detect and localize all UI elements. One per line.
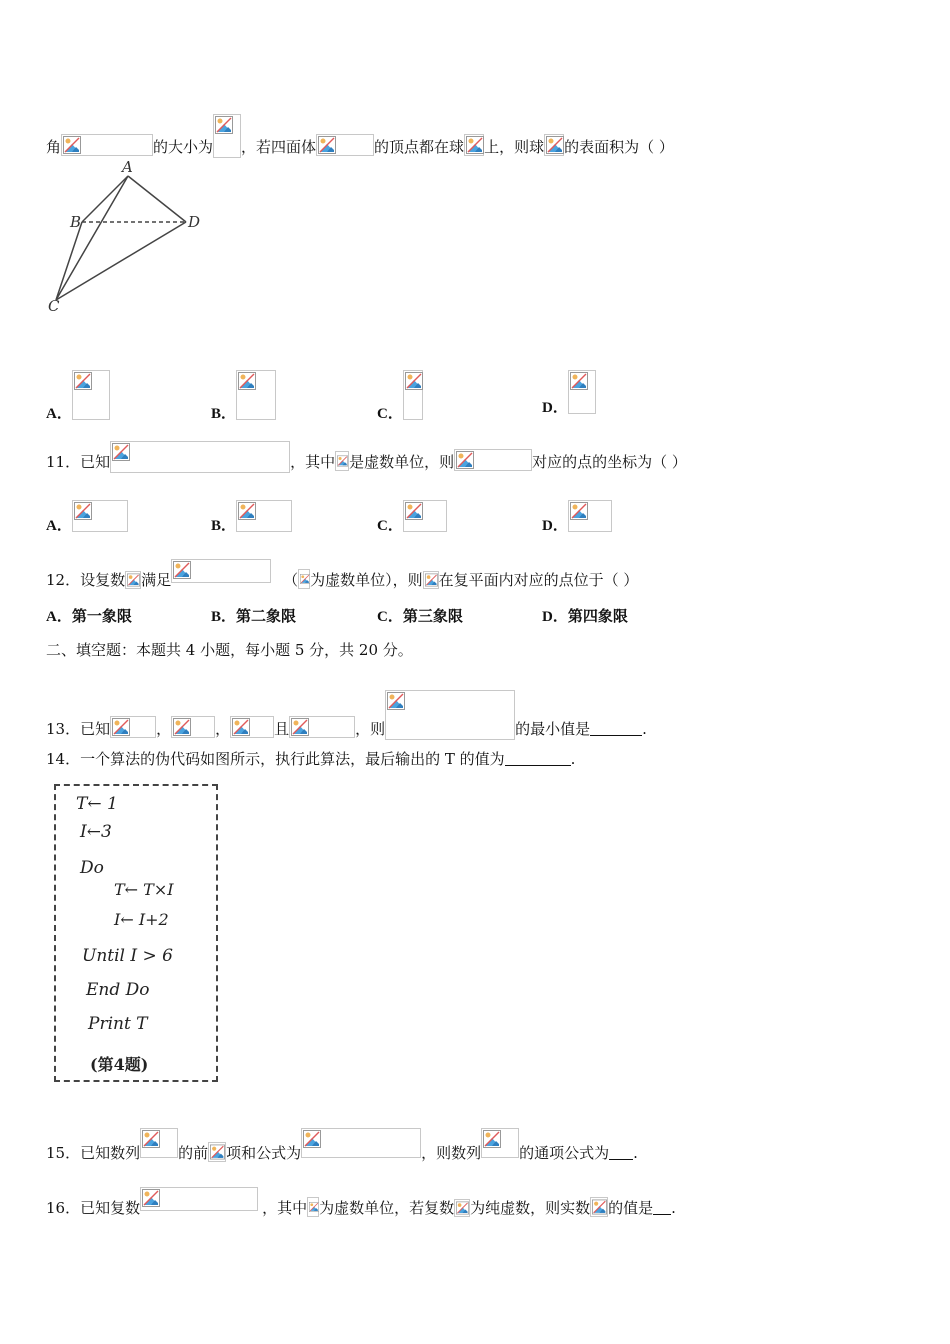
broken-image-icon: [456, 1201, 469, 1215]
formula-image: [72, 370, 110, 420]
vertex-label-d: D: [188, 213, 201, 231]
formula-image: [481, 1128, 519, 1158]
broken-image-icon: [112, 443, 130, 461]
q11-stem: 11．已知 ，其中 是虚数单位，则 对应的点的坐标为（ ）: [46, 441, 687, 473]
q10-option-b[interactable]: B．: [211, 370, 276, 424]
tetrahedron-figure: [44, 156, 214, 316]
formula-image: [171, 716, 215, 738]
code-line: End Do: [86, 980, 150, 1000]
code-line: T← T×I: [114, 880, 174, 899]
vertex-label-c: C: [48, 297, 60, 315]
q11-option-a[interactable]: A．: [46, 500, 128, 536]
code-line: Until I > 6: [82, 946, 173, 966]
formula-image: [298, 569, 310, 589]
edge-ac: [56, 176, 128, 300]
broken-image-icon: [570, 372, 588, 390]
edge-ad: [128, 176, 186, 222]
formula-image: [140, 1187, 258, 1211]
code-line: Do: [80, 858, 104, 878]
broken-image-icon: [337, 453, 348, 469]
broken-image-icon: [74, 372, 92, 390]
q12-option-c[interactable]: C．第三象限: [377, 609, 463, 625]
code-line: T← 1: [76, 794, 118, 814]
formula-image: [110, 441, 290, 473]
broken-image-icon: [592, 1199, 607, 1215]
code-line: Print T: [88, 1014, 148, 1034]
q16-stem: 16．已知复数 ，其中 为虚数单位，若复数 为纯虚数，则实数 的值是 .: [46, 1187, 676, 1218]
formula-image: [208, 1142, 226, 1162]
code-line: I← I+2: [114, 910, 169, 929]
broken-image-icon: [387, 692, 405, 710]
broken-image-icon: [303, 1130, 321, 1148]
formula-image: [140, 1128, 178, 1158]
broken-image-icon: [210, 1144, 225, 1160]
broken-image-icon: [425, 573, 438, 587]
answer-blank[interactable]: [609, 1159, 633, 1160]
answer-blank[interactable]: [590, 735, 642, 736]
broken-image-icon: [238, 372, 256, 390]
formula-image: [464, 134, 484, 156]
formula-image: [171, 559, 271, 583]
formula-image: [125, 571, 141, 589]
code-line: I←3: [80, 822, 112, 842]
broken-image-icon: [238, 502, 256, 520]
formula-image: [544, 134, 564, 156]
figure-caption: (第4题): [90, 1055, 149, 1074]
formula-image: [385, 690, 515, 740]
q12-option-a[interactable]: A．第一象限: [46, 609, 132, 625]
broken-image-icon: [466, 136, 484, 154]
formula-image: [590, 1197, 608, 1217]
vertex-label-a: A: [122, 158, 133, 176]
broken-image-icon: [127, 573, 140, 587]
formula-image: [316, 134, 374, 156]
formula-image: [236, 370, 276, 420]
broken-image-icon: [173, 561, 191, 579]
pseudocode-figure: [54, 784, 218, 1082]
formula-image: [568, 370, 596, 414]
formula-image: [72, 500, 128, 532]
formula-image: [423, 571, 439, 589]
formula-image: [335, 451, 349, 471]
q12-option-b[interactable]: B．第二象限: [211, 609, 297, 625]
broken-image-icon: [318, 136, 336, 154]
formula-image: [307, 1197, 319, 1217]
q15-stem: 15．已知数列 的前 项和公式为 ，则数列 的通项公式为 .: [46, 1128, 638, 1163]
formula-image: [213, 114, 241, 158]
q10-stem: 角 的大小为 ，若四面体 的顶点都在球 上，则球 的表面积为（ ）: [46, 114, 674, 158]
broken-image-icon: [570, 502, 588, 520]
q10-option-d[interactable]: D．: [542, 370, 596, 418]
formula-image: [289, 716, 355, 738]
formula-image: [230, 716, 274, 738]
broken-image-icon: [232, 718, 250, 736]
broken-image-icon: [546, 136, 564, 154]
formula-image: [403, 370, 423, 420]
broken-image-icon: [142, 1189, 160, 1207]
broken-image-icon: [63, 136, 81, 154]
broken-image-icon: [74, 502, 92, 520]
q10-option-c[interactable]: C．: [377, 370, 423, 424]
broken-image-icon: [483, 1130, 501, 1148]
broken-image-icon: [291, 718, 309, 736]
formula-image: [301, 1128, 421, 1158]
formula-image: [568, 500, 612, 532]
vertex-label-b: B: [70, 213, 82, 231]
broken-image-icon: [309, 1199, 319, 1215]
formula-image: [110, 716, 156, 738]
broken-image-icon: [300, 571, 310, 587]
broken-image-icon: [173, 718, 191, 736]
edge-cd: [56, 222, 186, 300]
q12-stem: 12．设复数 满足 （ 为虚数单位），则 在复平面内对应的点位于（ ）: [46, 559, 638, 590]
broken-image-icon: [142, 1130, 160, 1148]
answer-blank[interactable]: [653, 1214, 671, 1215]
broken-image-icon: [215, 116, 233, 134]
q11-option-b[interactable]: B．: [211, 500, 292, 536]
q12-option-d[interactable]: D．第四象限: [542, 609, 628, 625]
q13-stem: 13．已知 ， ， 且 ，则 的最小值是 .: [46, 690, 647, 740]
q14-stem: 14．一个算法的伪代码如图所示，执行此算法，最后输出的 T 的值为 .: [46, 750, 576, 768]
answer-blank[interactable]: [505, 765, 571, 766]
q11-option-c[interactable]: C．: [377, 500, 447, 536]
formula-image: [454, 449, 532, 471]
q10-option-a[interactable]: A．: [46, 370, 110, 424]
q11-option-d[interactable]: D．: [542, 500, 612, 536]
formula-image: [236, 500, 292, 532]
broken-image-icon: [112, 718, 130, 736]
broken-image-icon: [405, 372, 423, 390]
section-heading: 二、填空题：本题共 4 小题，每小题 5 分，共 20 分。: [46, 641, 413, 659]
formula-image: [454, 1199, 470, 1217]
broken-image-icon: [456, 451, 474, 469]
formula-image: [61, 134, 153, 156]
formula-image: [403, 500, 447, 532]
broken-image-icon: [405, 502, 423, 520]
